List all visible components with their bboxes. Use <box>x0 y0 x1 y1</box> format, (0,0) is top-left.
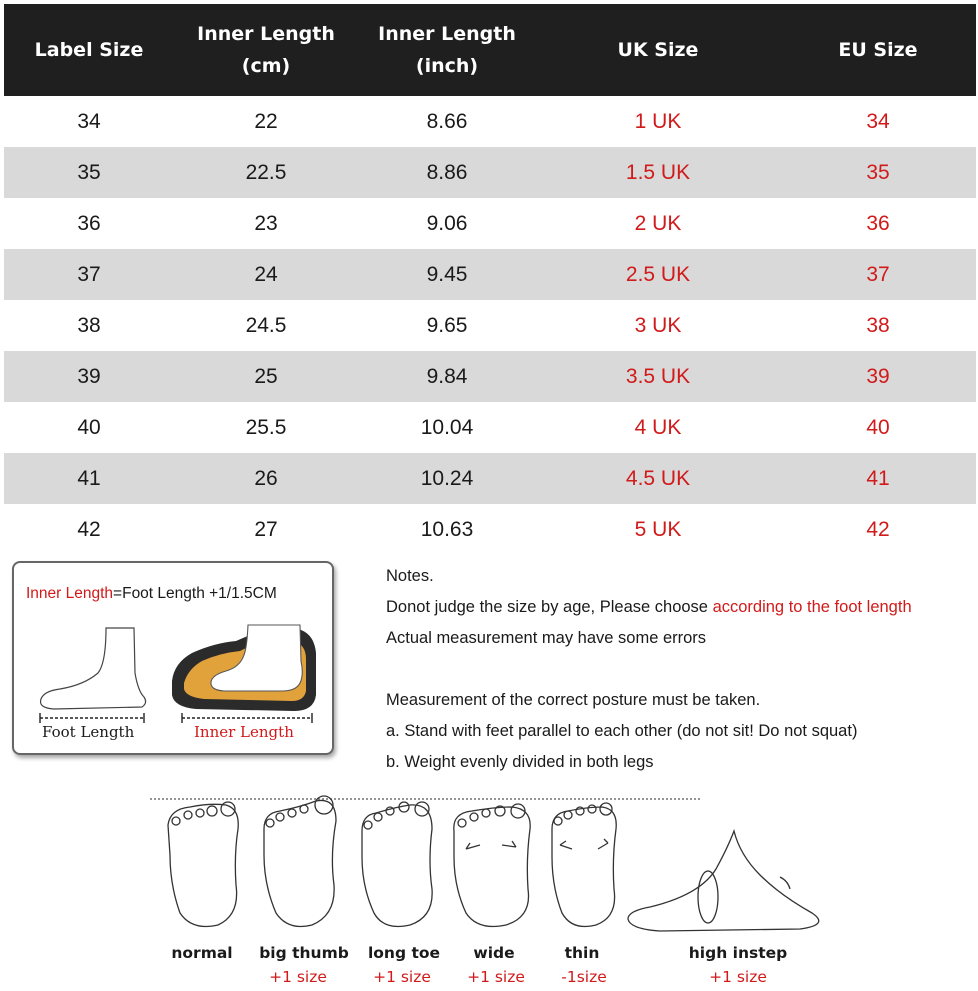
header-inner-length-cm: Inner Length (cm) <box>174 4 358 96</box>
notes-line-2: Actual measurement may have some errors <box>386 629 707 647</box>
header-eu-size: EU Size <box>780 4 976 96</box>
foot-type-wide-label: wide <box>473 944 515 962</box>
foot-type-wide-adjust: +1 size <box>467 968 525 986</box>
table-row <box>4 198 976 249</box>
notes-title: Notes. <box>386 567 434 585</box>
notes-line-5: b. Weight evenly divided in both legs <box>386 753 654 771</box>
cell-inner-cm: 22.5 <box>174 147 358 198</box>
notes-line-3: Measurement of the correct posture must be taken. <box>386 691 761 709</box>
foot-type-high-instep-adjust: +1 size <box>709 968 767 986</box>
table-row <box>4 504 976 555</box>
cell-uk-size: 1 UK <box>536 96 780 147</box>
size-chart-table <box>4 4 976 555</box>
formula-inner-length: Inner Length <box>26 585 114 602</box>
foot-types-illustration <box>140 785 840 945</box>
cell-uk-size: 3 UK <box>536 300 780 351</box>
cell-inner-cm: 24.5 <box>174 300 358 351</box>
cell-inner-inch: 10.24 <box>358 453 536 504</box>
cell-eu-size: 39 <box>780 351 976 402</box>
header-label-size: Label Size <box>4 4 174 96</box>
cell-inner-inch: 8.66 <box>358 96 536 147</box>
big-thumb-foot-icon <box>264 796 336 927</box>
inner-length-label: Inner Length <box>194 723 294 741</box>
cell-inner-cm: 27 <box>174 504 358 555</box>
notes-line-1: Donot judge the size by age, Please choose according to the foot length <box>386 598 912 616</box>
table-row <box>4 147 976 198</box>
wide-foot-icon <box>454 804 530 927</box>
notes-line-4: a. Stand with feet parallel to each other (do not sit! Do not squat) <box>386 722 858 740</box>
cell-label-size: 40 <box>4 402 174 453</box>
header-inner-length-inch: Inner Length (inch) <box>358 4 536 96</box>
cell-label-size: 34 <box>4 96 174 147</box>
foot-length-label: Foot Length <box>42 723 135 741</box>
header-uk-size: UK Size <box>536 4 780 96</box>
table-header-row <box>4 4 976 96</box>
foot-type-thin-adjust: -1size <box>561 968 607 986</box>
table-row <box>4 249 976 300</box>
foot-length-arrow <box>40 713 144 723</box>
table-row <box>4 300 976 351</box>
long-toe-foot-icon <box>362 802 432 927</box>
cell-label-size: 39 <box>4 351 174 402</box>
cell-inner-inch: 10.63 <box>358 504 536 555</box>
foot-type-big-thumb-adjust: +1 size <box>269 968 327 986</box>
cell-label-size: 42 <box>4 504 174 555</box>
table-row <box>4 351 976 402</box>
cell-label-size: 37 <box>4 249 174 300</box>
cell-inner-cm: 25 <box>174 351 358 402</box>
cell-inner-inch: 9.45 <box>358 249 536 300</box>
cell-eu-size: 35 <box>780 147 976 198</box>
cell-inner-inch: 9.06 <box>358 198 536 249</box>
cell-eu-size: 38 <box>780 300 976 351</box>
cell-eu-size: 40 <box>780 402 976 453</box>
table-row <box>4 402 976 453</box>
cell-uk-size: 2 UK <box>536 198 780 249</box>
normal-foot-icon <box>168 802 238 927</box>
cell-uk-size: 3.5 UK <box>536 351 780 402</box>
cell-inner-cm: 24 <box>174 249 358 300</box>
notes-section <box>386 561 912 778</box>
cell-label-size: 38 <box>4 300 174 351</box>
table-row <box>4 96 976 147</box>
inner-length-arrow <box>182 713 312 723</box>
cell-inner-cm: 22 <box>174 96 358 147</box>
high-instep-foot-icon <box>628 831 819 931</box>
cell-inner-cm: 26 <box>174 453 358 504</box>
formula-rest: =Foot Length +1/1.5CM <box>113 585 277 602</box>
cell-inner-inch: 9.65 <box>358 300 536 351</box>
foot-type-long-toe-adjust: +1 size <box>373 968 431 986</box>
foot-type-big-thumb-label: big thumb <box>259 944 349 962</box>
cell-eu-size: 36 <box>780 198 976 249</box>
cell-uk-size: 1.5 UK <box>536 147 780 198</box>
cell-eu-size: 37 <box>780 249 976 300</box>
thin-foot-icon <box>552 803 616 927</box>
cell-uk-size: 4 UK <box>536 402 780 453</box>
cell-inner-inch: 8.86 <box>358 147 536 198</box>
cell-uk-size: 2.5 UK <box>536 249 780 300</box>
table-row <box>4 453 976 504</box>
foot-type-high-instep-label: high instep <box>688 944 788 962</box>
notes-highlight: according to the foot length <box>712 598 912 616</box>
cell-uk-size: 5 UK <box>536 504 780 555</box>
cell-label-size: 35 <box>4 147 174 198</box>
cell-inner-cm: 23 <box>174 198 358 249</box>
cell-uk-size: 4.5 UK <box>536 453 780 504</box>
shoe-insole-icon <box>172 625 316 711</box>
measurement-diagram-box <box>12 561 334 755</box>
cell-label-size: 41 <box>4 453 174 504</box>
foot-type-thin-label: thin <box>564 944 600 962</box>
cell-eu-size: 34 <box>780 96 976 147</box>
foot-type-normal-label: normal <box>171 944 233 962</box>
cell-inner-inch: 10.04 <box>358 402 536 453</box>
cell-eu-size: 42 <box>780 504 976 555</box>
cell-inner-inch: 9.84 <box>358 351 536 402</box>
foot-side-icon <box>41 628 146 709</box>
foot-type-long-toe-label: long toe <box>367 944 441 962</box>
cell-eu-size: 41 <box>780 453 976 504</box>
cell-inner-cm: 25.5 <box>174 402 358 453</box>
cell-label-size: 36 <box>4 198 174 249</box>
